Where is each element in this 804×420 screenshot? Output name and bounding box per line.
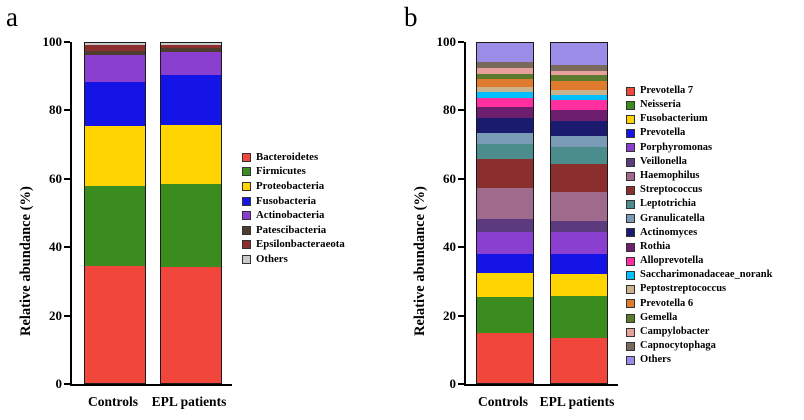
y-tick-label: 0 <box>55 376 62 391</box>
legend-label: Prevotella 6 <box>640 297 694 309</box>
bar-segment <box>85 82 145 126</box>
legend-item <box>626 226 772 240</box>
bar-segment <box>551 338 607 383</box>
panel-a-y-axis-title: Relative abundance (%) <box>18 186 34 336</box>
x-tick-label: Controls <box>477 394 529 409</box>
y-tick-label: 100 <box>42 34 62 49</box>
legend-swatch <box>242 167 251 176</box>
bar-segment <box>477 107 533 117</box>
legend-label: Alloprevotella <box>640 255 704 267</box>
legend-swatch <box>626 158 635 167</box>
legend-item <box>626 127 772 141</box>
bar-segment <box>161 75 221 124</box>
y-tick-label: 20 <box>443 307 456 323</box>
y-tick-label: 20 <box>49 307 62 323</box>
bar-segment <box>161 52 221 76</box>
legend-item <box>242 165 345 180</box>
legend-item <box>626 183 772 197</box>
legend-swatch <box>626 87 635 96</box>
legend-swatch <box>626 129 635 138</box>
legend-item <box>626 240 772 254</box>
bar-segment <box>551 254 607 273</box>
legend-swatch <box>626 214 635 223</box>
legend-swatch <box>626 271 635 280</box>
legend-swatch <box>626 186 635 195</box>
legend-item <box>626 339 772 353</box>
legend-item <box>626 198 772 212</box>
bar-segment <box>161 184 221 267</box>
legend-label: Actinomyces <box>640 226 698 238</box>
legend-swatch <box>626 314 635 323</box>
legend-swatch <box>626 299 635 308</box>
legend-label: Gemella <box>640 311 678 323</box>
panel-a-bar-epl-patients <box>160 42 222 384</box>
legend-label: Patescibacteria <box>256 223 327 236</box>
legend-swatch <box>242 153 251 162</box>
legend-swatch <box>242 182 251 191</box>
legend-label: Fusobacterium <box>640 113 708 125</box>
legend-label: Rothia <box>640 240 671 252</box>
bar-segment <box>551 192 607 221</box>
bar-segment <box>161 267 221 383</box>
panel-a-label: a <box>6 2 18 32</box>
bar-segment <box>551 121 607 136</box>
legend-label: Saccharimonadaceae_norank <box>640 269 773 281</box>
panel-b-bar-controls <box>476 42 534 384</box>
legend-label: Neisseria <box>640 99 681 111</box>
legend-label: Others <box>256 253 288 266</box>
y-tick-label: 40 <box>443 239 456 255</box>
bar-segment <box>551 136 607 148</box>
legend-label: Peptostreptococcus <box>640 283 727 295</box>
legend-label: Bacteroidetes <box>256 150 319 163</box>
legend-label: Fusobacteria <box>256 194 316 207</box>
bar-segment <box>477 333 533 383</box>
bar-segment <box>85 55 145 82</box>
legend-item <box>626 283 772 297</box>
panel-b-label: b <box>404 2 418 32</box>
legend-item <box>626 297 772 311</box>
bar-segment <box>477 273 533 297</box>
bar-segment <box>477 144 533 160</box>
panel-b-bar-epl-patients <box>550 42 608 384</box>
bar-segment <box>85 266 145 383</box>
bar-segment <box>477 43 533 62</box>
bar-segment <box>551 147 607 163</box>
legend-item <box>626 112 772 126</box>
bar-segment <box>551 164 607 192</box>
legend-swatch <box>626 328 635 337</box>
bar-segment <box>477 219 533 232</box>
legend-item <box>242 223 345 238</box>
bar-segment <box>551 232 607 254</box>
legend-swatch <box>626 143 635 152</box>
bar-segment <box>477 232 533 254</box>
panel-b <box>390 0 804 420</box>
bar-segment <box>477 159 533 188</box>
bar-segment <box>85 126 145 186</box>
legend-item <box>626 98 772 112</box>
legend-item <box>242 252 345 267</box>
legend-swatch <box>626 356 635 365</box>
legend-label: Prevotella 7 <box>640 84 694 96</box>
legend-item <box>626 141 772 155</box>
panel-a-bar-controls <box>84 42 146 384</box>
legend-item <box>242 194 345 209</box>
legend-label: Actinobacteria <box>256 209 325 222</box>
legend-item <box>626 354 772 368</box>
y-tick-label: 40 <box>49 239 62 255</box>
legend-item <box>242 150 345 165</box>
legend-label: Proteobacteria <box>256 180 325 193</box>
bar-segment <box>477 118 533 133</box>
y-tick-label: 60 <box>443 170 456 186</box>
legend-label: Firmicutes <box>256 165 306 178</box>
y-tick-label: 80 <box>443 102 456 118</box>
legend-swatch <box>626 243 635 252</box>
legend-swatch <box>626 200 635 209</box>
legend-label: Others <box>640 354 671 366</box>
panel-b-y-axis-title: Relative abundance (%) <box>412 186 428 336</box>
legend-item <box>626 254 772 268</box>
legend-swatch <box>626 342 635 351</box>
x-tick-label: EPL patients <box>539 394 615 409</box>
legend-label: Veillonella <box>640 155 687 167</box>
legend-label: Streptococcus <box>640 184 703 196</box>
legend-label: Leptotrichia <box>640 198 696 210</box>
legend-label: Granulicatella <box>640 212 705 224</box>
y-tick-label: 100 <box>436 34 456 49</box>
legend-label: Campylobacter <box>640 326 710 338</box>
panel-a-legend <box>242 150 345 267</box>
legend-label: Capnocytophaga <box>640 340 716 352</box>
legend-swatch <box>242 226 251 235</box>
x-tick-label: EPL patients <box>151 394 227 409</box>
legend-swatch <box>626 285 635 294</box>
y-tick-label: 80 <box>49 102 62 118</box>
legend-swatch <box>242 255 251 264</box>
bar-segment <box>477 133 533 144</box>
bar-segment <box>551 221 607 233</box>
legend-label: Porphyromonas <box>640 141 713 153</box>
bar-segment <box>551 81 607 90</box>
legend-item <box>626 311 772 325</box>
legend-swatch <box>242 211 251 220</box>
bar-segment <box>85 186 145 266</box>
legend-swatch <box>626 101 635 110</box>
bar-segment <box>551 274 607 296</box>
legend-swatch <box>626 172 635 181</box>
legend-label: Haemophilus <box>640 169 700 181</box>
legend-swatch <box>626 228 635 237</box>
legend-item <box>626 268 772 282</box>
legend-item <box>242 238 345 253</box>
legend-item <box>626 325 772 339</box>
legend-swatch <box>242 197 251 206</box>
bar-segment <box>477 98 533 108</box>
y-tick-label: 60 <box>49 170 62 186</box>
legend-item <box>242 179 345 194</box>
legend-swatch <box>626 257 635 266</box>
legend-item <box>626 84 772 98</box>
legend-swatch <box>626 115 635 124</box>
panel-b-plot-area <box>464 42 618 386</box>
legend-label: Prevotella <box>640 127 686 139</box>
bar-segment <box>551 43 607 64</box>
bar-segment <box>551 296 607 338</box>
bar-segment <box>551 100 607 110</box>
panel-b-legend <box>626 84 772 368</box>
legend-swatch <box>242 240 251 249</box>
legend-label: Epsilonbacteraeota <box>256 238 345 251</box>
y-tick-label: 0 <box>449 376 456 391</box>
bar-segment <box>477 254 533 273</box>
legend-item <box>626 169 772 183</box>
bar-segment <box>161 125 221 185</box>
legend-item <box>242 208 345 223</box>
panel-a <box>0 0 390 420</box>
x-tick-label: Controls <box>87 394 139 409</box>
legend-item <box>626 212 772 226</box>
bar-segment <box>477 188 533 219</box>
panel-a-plot-area <box>70 42 232 386</box>
legend-item <box>626 155 772 169</box>
bar-segment <box>551 110 607 121</box>
bar-segment <box>477 297 533 333</box>
bar-segment <box>477 79 533 87</box>
